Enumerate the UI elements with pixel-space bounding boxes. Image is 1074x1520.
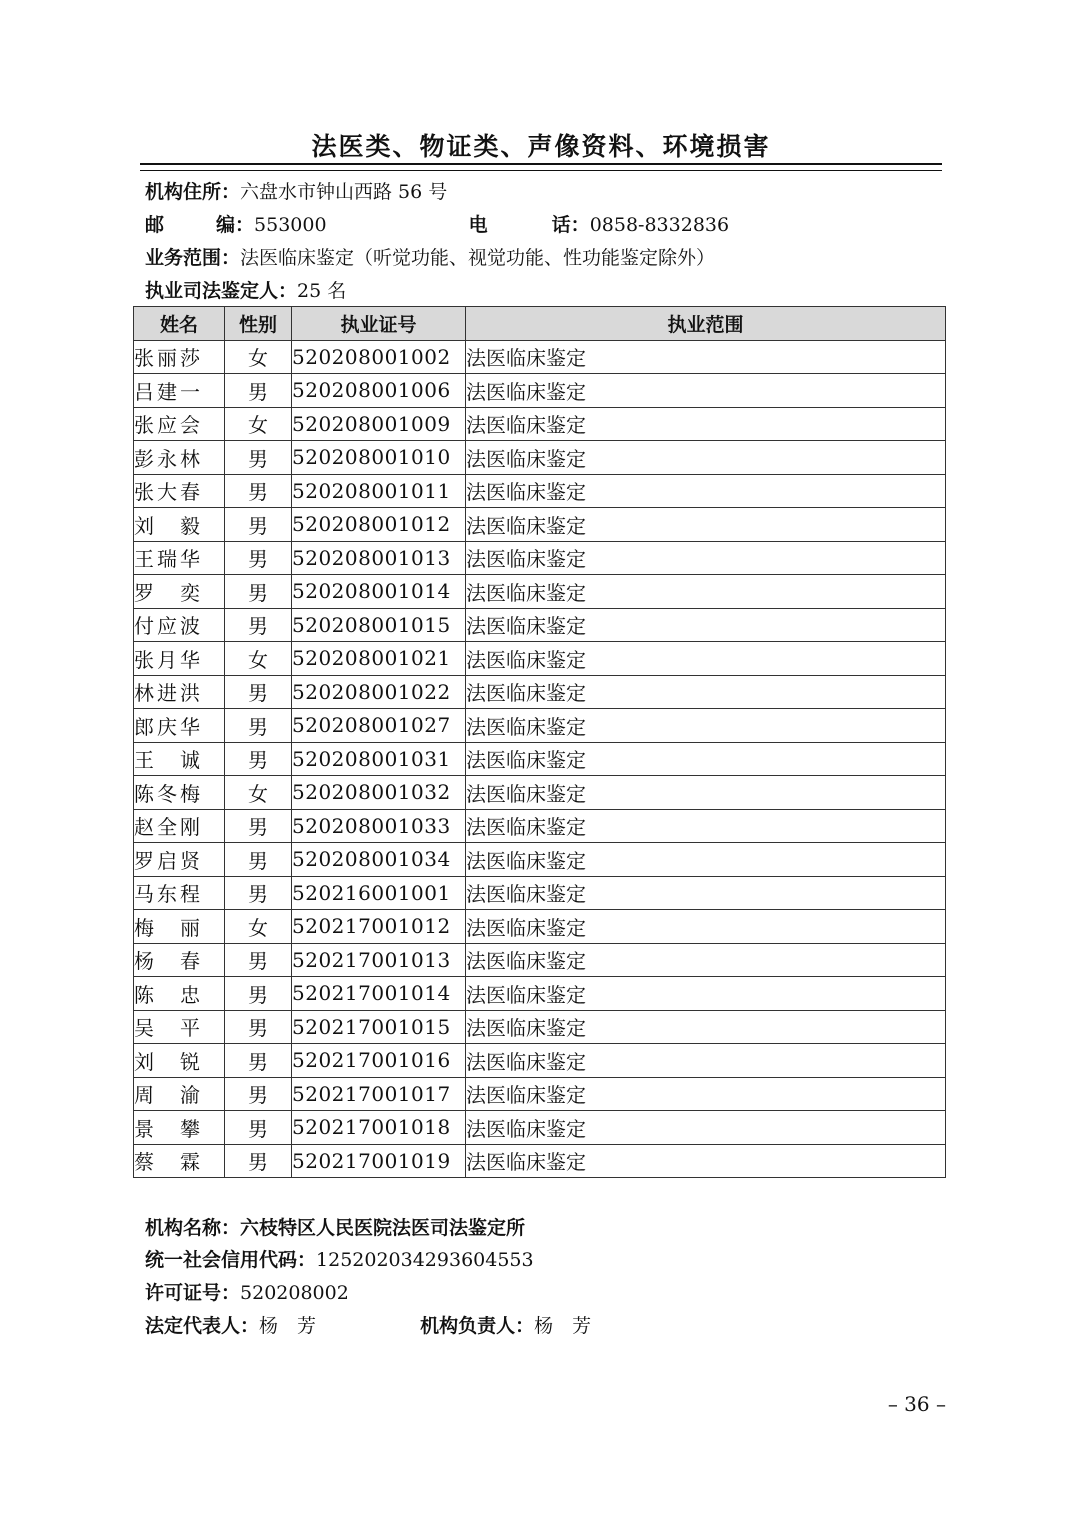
cell-cert: 520208001011 xyxy=(292,474,466,508)
cell-gender: 男 xyxy=(225,1044,292,1078)
cell-cert: 520208001022 xyxy=(292,675,466,709)
cell-gender: 男 xyxy=(225,675,292,709)
legal-rep-value: 杨 芳 xyxy=(259,1315,317,1337)
table-header-row xyxy=(134,307,946,341)
cell-cert: 520216001001 xyxy=(292,876,466,910)
cell-scope: 法医临床鉴定 xyxy=(466,441,946,475)
license-value: 520208002 xyxy=(240,1282,349,1304)
cell-cert: 520208001015 xyxy=(292,608,466,642)
table-row xyxy=(134,843,946,877)
cell-name: 吕建一 xyxy=(134,374,225,408)
cell-cert: 520208001032 xyxy=(292,776,466,810)
postcode-value: 553000 xyxy=(254,214,327,236)
section-title: 法医类、物证类、声像资料、环境损害 xyxy=(311,132,771,161)
postcode-phone-line xyxy=(145,211,729,239)
org-name-line xyxy=(145,1214,525,1242)
postcode-label: 邮 编： xyxy=(145,214,255,236)
table-row xyxy=(134,608,946,642)
cell-cert: 520208001027 xyxy=(292,709,466,743)
cell-name: 罗启贤 xyxy=(134,843,225,877)
cell-name: 吴 平 xyxy=(134,1010,225,1044)
table-row xyxy=(134,407,946,441)
head-label: 机构负责人： xyxy=(420,1315,535,1337)
head-value: 杨 芳 xyxy=(534,1315,592,1337)
scope-line xyxy=(145,244,715,272)
table-body xyxy=(134,340,946,1178)
cell-cert: 520208001009 xyxy=(292,407,466,441)
cell-scope: 法医临床鉴定 xyxy=(466,876,946,910)
count-line xyxy=(145,277,346,305)
cell-scope: 法医临床鉴定 xyxy=(466,1111,946,1145)
cell-name: 陈冬梅 xyxy=(134,776,225,810)
credit-code-value: 125202034293604553 xyxy=(316,1249,534,1271)
table-row xyxy=(134,675,946,709)
cell-scope: 法医临床鉴定 xyxy=(466,977,946,1011)
cell-name: 刘 毅 xyxy=(134,508,225,542)
cell-cert: 520208001002 xyxy=(292,340,466,374)
cell-scope: 法医临床鉴定 xyxy=(466,508,946,542)
cell-gender: 男 xyxy=(225,977,292,1011)
cell-name: 景 攀 xyxy=(134,1111,225,1145)
cell-gender: 男 xyxy=(225,742,292,776)
cell-scope: 法医临床鉴定 xyxy=(466,340,946,374)
cell-scope: 法医临床鉴定 xyxy=(466,1044,946,1078)
cell-cert: 520217001016 xyxy=(292,1044,466,1078)
cell-gender: 男 xyxy=(225,1144,292,1178)
cell-name: 付应波 xyxy=(134,608,225,642)
cell-gender: 女 xyxy=(225,776,292,810)
cell-cert: 520208001014 xyxy=(292,575,466,609)
cell-gender: 男 xyxy=(225,575,292,609)
cell-gender: 男 xyxy=(225,1010,292,1044)
cell-name: 张月华 xyxy=(134,642,225,676)
cell-name: 陈 忠 xyxy=(134,977,225,1011)
cell-gender: 男 xyxy=(225,508,292,542)
cell-name: 赵全刚 xyxy=(134,809,225,843)
table-row xyxy=(134,1044,946,1078)
cell-scope: 法医临床鉴定 xyxy=(466,608,946,642)
cell-gender: 男 xyxy=(225,374,292,408)
address-line xyxy=(145,178,447,206)
cell-name: 梅 丽 xyxy=(134,910,225,944)
table-row xyxy=(134,642,946,676)
cell-scope: 法医临床鉴定 xyxy=(466,776,946,810)
table-row xyxy=(134,374,946,408)
table-row xyxy=(134,575,946,609)
table-row xyxy=(134,474,946,508)
header-cert: 执业证号 xyxy=(292,307,466,341)
cell-gender: 男 xyxy=(225,541,292,575)
table-row xyxy=(134,943,946,977)
count-value: 25 名 xyxy=(297,280,347,302)
cell-gender: 女 xyxy=(225,642,292,676)
cell-gender: 女 xyxy=(225,340,292,374)
cell-scope: 法医临床鉴定 xyxy=(466,374,946,408)
table-row xyxy=(134,1010,946,1044)
address-value: 六盘水市钟山西路 56 号 xyxy=(240,181,448,203)
cell-gender: 女 xyxy=(225,910,292,944)
cell-scope: 法医临床鉴定 xyxy=(466,709,946,743)
table-row xyxy=(134,977,946,1011)
representative-line xyxy=(145,1312,591,1340)
cell-name: 王 诚 xyxy=(134,742,225,776)
count-label: 执业司法鉴定人： xyxy=(145,280,298,302)
cell-cert: 520208001012 xyxy=(292,508,466,542)
header-rule-thin xyxy=(140,170,942,171)
cell-scope: 法医临床鉴定 xyxy=(466,843,946,877)
cell-cert: 520217001015 xyxy=(292,1010,466,1044)
cell-name: 张应会 xyxy=(134,407,225,441)
cell-gender: 男 xyxy=(225,474,292,508)
cell-name: 杨 春 xyxy=(134,943,225,977)
cell-name: 林进洪 xyxy=(134,675,225,709)
cell-cert: 520208001006 xyxy=(292,374,466,408)
table-row xyxy=(134,742,946,776)
page-number: – 36 – xyxy=(887,1392,946,1416)
cell-name: 罗 奕 xyxy=(134,575,225,609)
cell-cert: 520208001013 xyxy=(292,541,466,575)
cell-cert: 520208001034 xyxy=(292,843,466,877)
cell-gender: 男 xyxy=(225,876,292,910)
phone-label: 电 话： xyxy=(468,214,590,236)
table-row xyxy=(134,1144,946,1178)
table-row xyxy=(134,1077,946,1111)
table-row xyxy=(134,541,946,575)
header-name: 姓名 xyxy=(134,307,225,341)
address-label: 机构住所： xyxy=(145,181,241,203)
cell-name: 张大春 xyxy=(134,474,225,508)
org-name-label: 机构名称： xyxy=(145,1217,241,1239)
credit-code-label: 统一社会信用代码： xyxy=(145,1249,317,1271)
cell-scope: 法医临床鉴定 xyxy=(466,1077,946,1111)
cell-scope: 法医临床鉴定 xyxy=(466,407,946,441)
cell-scope: 法医临床鉴定 xyxy=(466,675,946,709)
table-row xyxy=(134,776,946,810)
cell-gender: 男 xyxy=(225,943,292,977)
cell-cert: 520217001013 xyxy=(292,943,466,977)
cell-name: 蔡 霖 xyxy=(134,1144,225,1178)
cell-name: 彭永林 xyxy=(134,441,225,475)
legal-rep-label: 法定代表人： xyxy=(145,1315,260,1337)
cell-name: 郎庆华 xyxy=(134,709,225,743)
header-scope: 执业范围 xyxy=(466,307,946,341)
table-row xyxy=(134,910,946,944)
cell-name: 马东程 xyxy=(134,876,225,910)
scope-label: 业务范围： xyxy=(145,247,241,269)
header-gender: 性别 xyxy=(225,307,292,341)
cell-cert: 520208001031 xyxy=(292,742,466,776)
cell-gender: 男 xyxy=(225,709,292,743)
table-row xyxy=(134,508,946,542)
scope-value: 法医临床鉴定（听觉功能、视觉功能、性功能鉴定除外） xyxy=(240,247,716,269)
header-rule-thick xyxy=(140,163,942,165)
table-row xyxy=(134,809,946,843)
cell-cert: 520217001019 xyxy=(292,1144,466,1178)
cell-cert: 520208001010 xyxy=(292,441,466,475)
cell-name: 周 渝 xyxy=(134,1077,225,1111)
cell-scope: 法医临床鉴定 xyxy=(466,943,946,977)
cell-cert: 520208001021 xyxy=(292,642,466,676)
table-row xyxy=(134,441,946,475)
table-row xyxy=(134,340,946,374)
cell-scope: 法医临床鉴定 xyxy=(466,742,946,776)
cell-name: 刘 锐 xyxy=(134,1044,225,1078)
table-row xyxy=(134,876,946,910)
appraiser-table xyxy=(133,306,946,1178)
credit-code-line xyxy=(145,1246,534,1274)
cell-gender: 男 xyxy=(225,441,292,475)
cell-cert: 520217001017 xyxy=(292,1077,466,1111)
cell-scope: 法医临床鉴定 xyxy=(466,910,946,944)
cell-name: 张丽莎 xyxy=(134,340,225,374)
license-label: 许可证号： xyxy=(145,1282,241,1304)
cell-cert: 520208001033 xyxy=(292,809,466,843)
cell-scope: 法医临床鉴定 xyxy=(466,575,946,609)
cell-cert: 520217001018 xyxy=(292,1111,466,1145)
cell-scope: 法医临床鉴定 xyxy=(466,474,946,508)
cell-scope: 法医临床鉴定 xyxy=(466,809,946,843)
table-row xyxy=(134,1111,946,1145)
cell-gender: 男 xyxy=(225,809,292,843)
cell-name: 王瑞华 xyxy=(134,541,225,575)
license-line xyxy=(145,1279,349,1307)
cell-scope: 法医临床鉴定 xyxy=(466,642,946,676)
cell-gender: 女 xyxy=(225,407,292,441)
cell-scope: 法医临床鉴定 xyxy=(466,541,946,575)
cell-gender: 男 xyxy=(225,1077,292,1111)
cell-scope: 法医临床鉴定 xyxy=(466,1010,946,1044)
org-name-value: 六枝特区人民医院法医司法鉴定所 xyxy=(240,1217,526,1239)
cell-gender: 男 xyxy=(225,1111,292,1145)
cell-gender: 男 xyxy=(225,843,292,877)
table-row xyxy=(134,709,946,743)
phone-value: 0858-8332836 xyxy=(589,214,730,236)
cell-scope: 法医临床鉴定 xyxy=(466,1144,946,1178)
cell-gender: 男 xyxy=(225,608,292,642)
cell-cert: 520217001014 xyxy=(292,977,466,1011)
cell-cert: 520217001012 xyxy=(292,910,466,944)
